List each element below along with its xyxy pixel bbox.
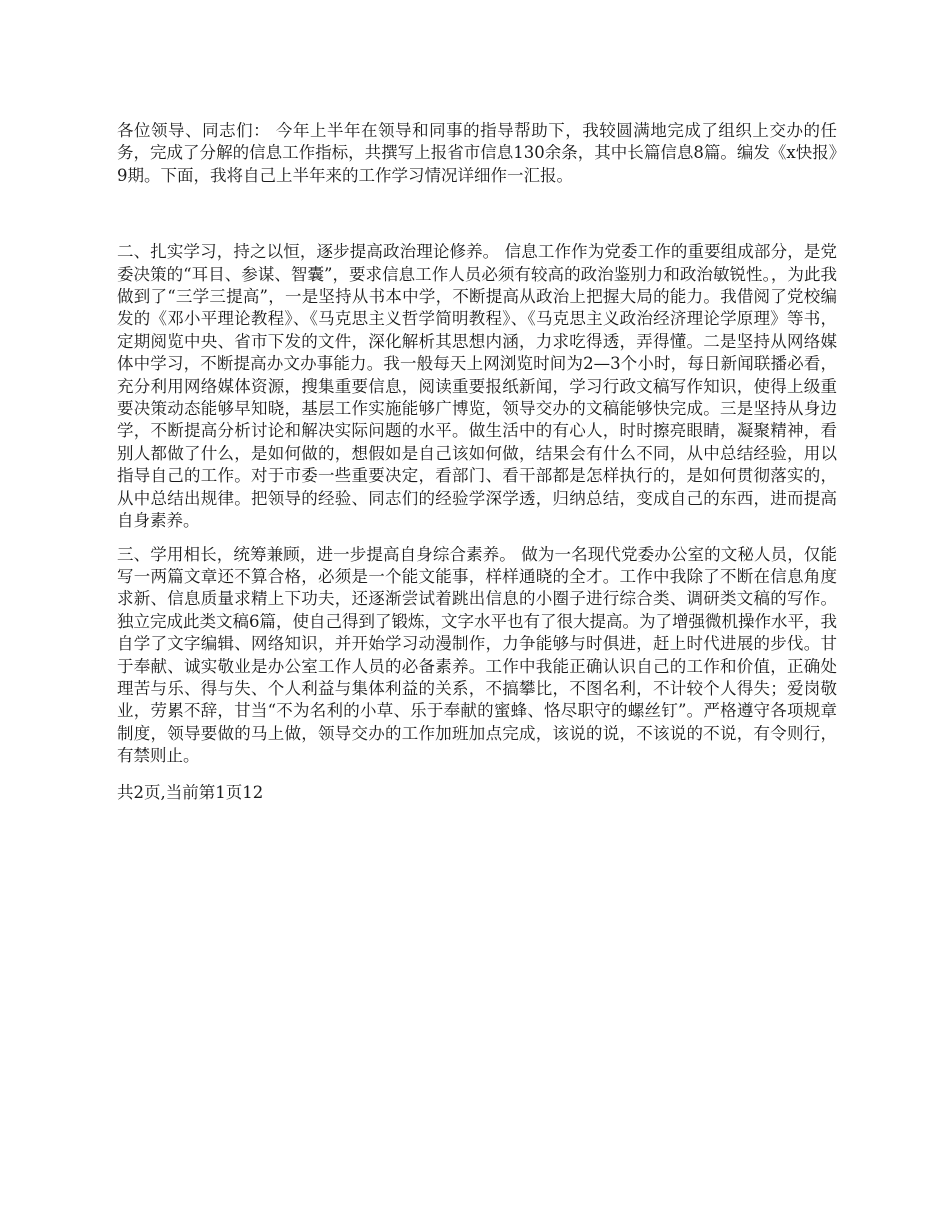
page-indicator: 共2页,当前第1页12 [117,782,264,802]
document-page [117,120,837,804]
intro-paragraph: 各位领导、同志们： 今年上半年在领导和同事的指导帮助下，我较圆满地完成了组织上交办的任务，完成了分解的信息工作指标，共撰写上报省市信息130余条，其中长篇信息8篇。编发《x快报》9期。下面，我将自己上半年来的工作学习情况详细作一汇报。 [117,121,837,185]
section-two-paragraph: 二、扎实学习，持之以恒，逐步提高政治理论修养。 信息工作作为党委工作的重要组成部分，是党委决策的“耳目、参谋、智囊”，要求信息工作人员必须有较高的政治鉴别力和政治敏锐性。，为此我做到了“三学三提高”，一是坚持从书本中学，不断提高从政治上把握大局的能力。我借阅了党校编发的《邓小平理论教程》、《马克思主义哲学简明教程》、《马克思主义政治经济理论学原理》等书，定期阅览中央、省市下发的文件，深化解析其思想内涵，力求吃得透，弄得懂。二是坚持从网络媒体中学习，不断提高办文办事能力。我一般每天上网浏览时间为2—3个小时，每日新闻联播必看，充分利用网络媒体资源，搜集重要信息，阅读重要报纸新闻，学习行政文稿写作知识，使得上级重要决策动态能够早知晓，基层工作实施能够广博览，领导交办的文稿能够快完成。三是坚持从身边学，不断提高分析讨论和解决实际问题的水平。做生活中的有心人，时时擦亮眼睛，凝聚精神，看别人都做了什么，是如何做的，想假如是自己该如何做，结果会有什么不同，从中总结经验，用以指导自己的工作。对于市委一些重要决定，看部门、看干部都是怎样执行的，是如何贯彻落实的，从中总结出规律。把领导的经验、同志们的经验学深学透，归纳总结，变成自己的东西，进而提高自身素养。 [117,242,837,531]
section-three-paragraph: 三、学用相长，统筹兼顾，进一步提高自身综合素养。 做为一名现代党委办公室的文秘人员，仅能写一两篇文章还不算合格，必须是一个能文能事，样样通晓的全才。工作中我除了不断在信息角度求新、信息质量求精上下功夫，还逐渐尝试着跳出信息的小圈子进行综合类、调研类文稿的写作。独立完成此类文稿6篇，使自己得到了锻炼，文字水平也有了很大提高。为了增强微机操作水平，我自学了文字编辑、网络知识，并开始学习动漫制作，力争能够与时俱进，赶上时代进展的步伐。甘于奉献、诚实敬业是办公室工作人员的必备素养。工作中我能正确认识自己的工作和价值，正确处理苦与乐、得与失、个人利益与集体利益的关系，不搞攀比，不图名利，不计较个人得失；爱岗敬业，劳累不辞，甘当“不为名利的小草、乐于奉献的蜜蜂、恪尽职守的螺丝钉”。严格遵守各项规章制度，领导要做的马上做，领导交办的工作加班加点完成，该说的说，不该说的不说，有令则行，有禁则止。 [117,544,837,766]
